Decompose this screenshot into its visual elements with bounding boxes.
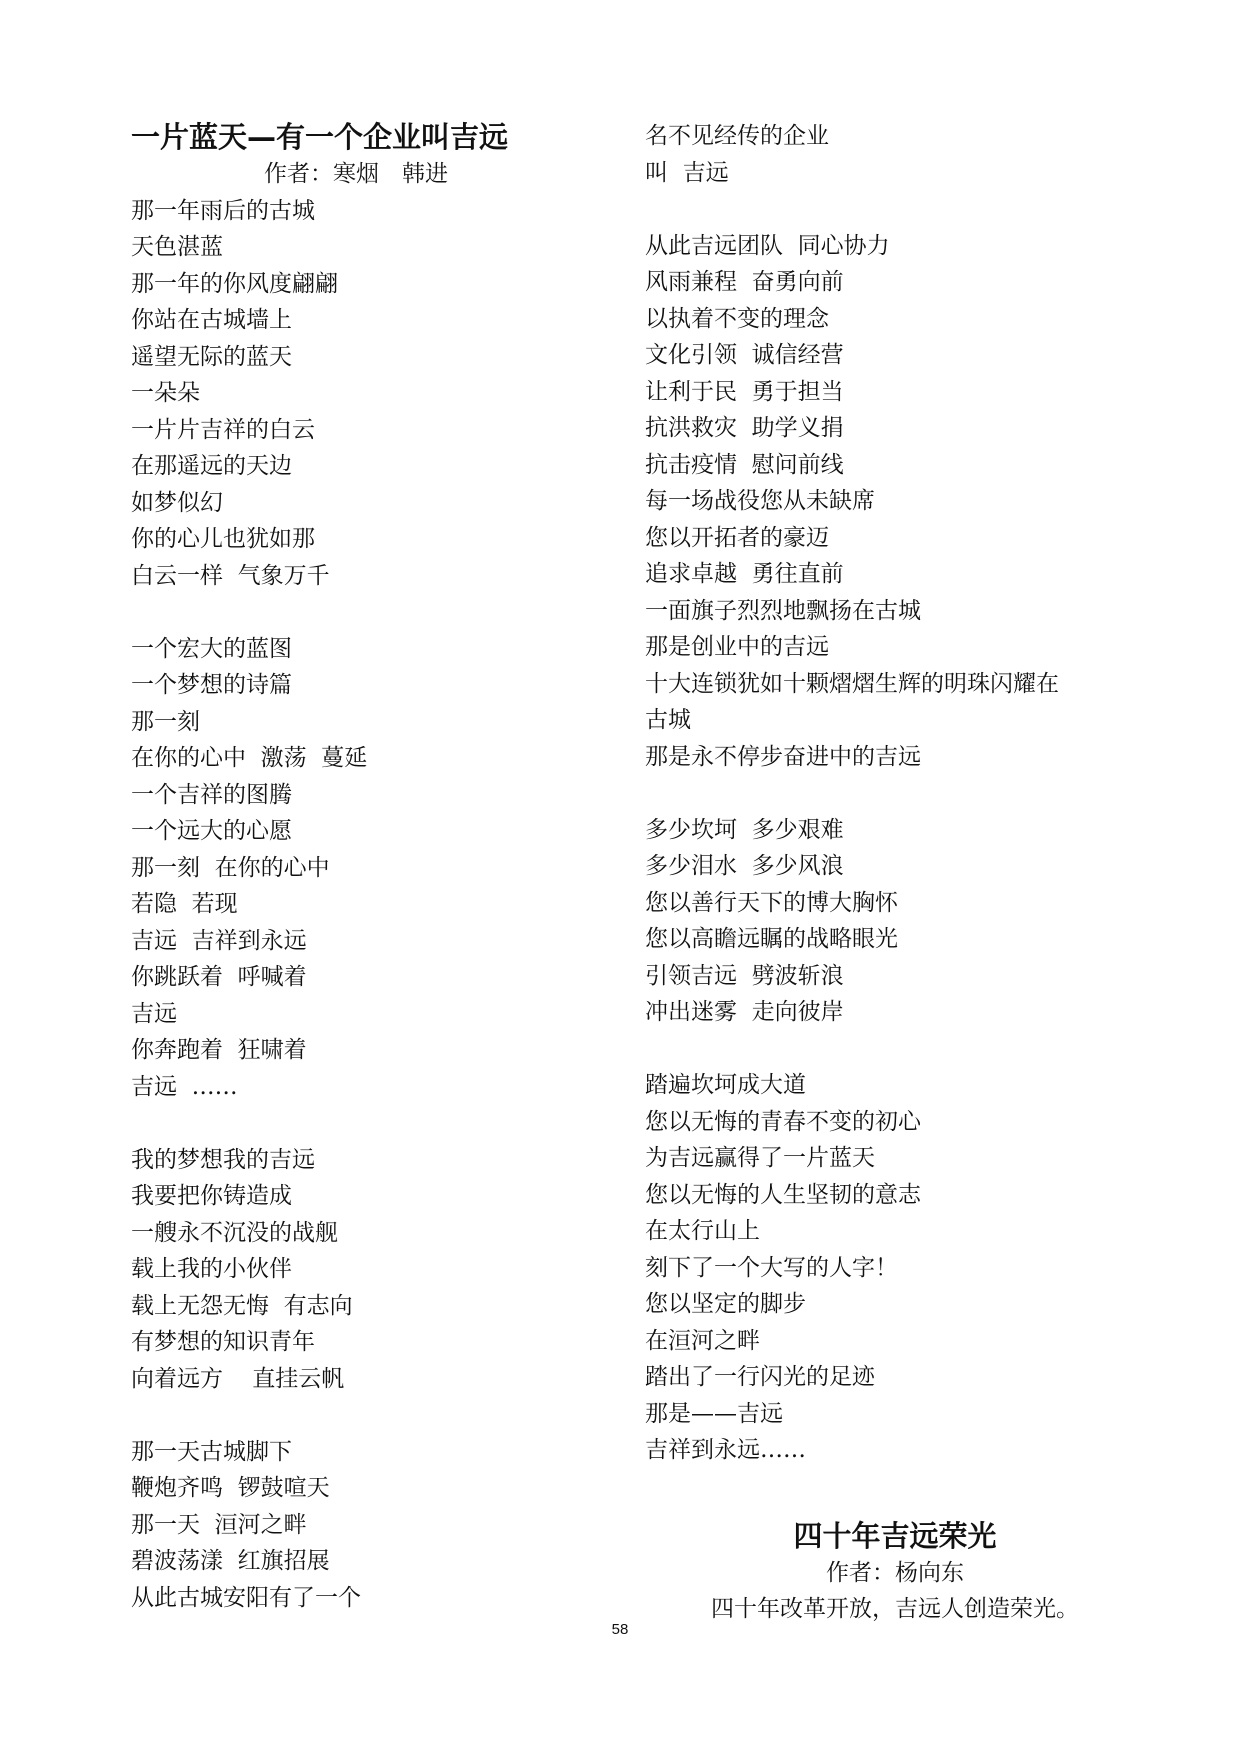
poem-line: 踏出了一行闪光的足迹	[645, 1364, 875, 1390]
poem-line: 每一场战役您从未缺席	[645, 488, 875, 514]
poem-line: 风雨兼程 奋勇向前	[645, 269, 844, 295]
page-number: 58	[611, 1621, 629, 1638]
poem-line: 碧波荡漾 红旗招展	[131, 1548, 330, 1574]
poem-line: 如梦似幻	[131, 489, 223, 516]
poem-line: 在太行山上	[645, 1218, 760, 1244]
poem-line: 在那遥远的天边	[131, 453, 292, 479]
poem-line: 吉远	[131, 1000, 177, 1027]
poem-line: 抗洪救灾 助学义捐	[645, 415, 844, 441]
stanza-break	[131, 1105, 611, 1142]
poem-line: 我要把你铸造成	[131, 1183, 292, 1209]
poem-line: 你的心儿也犹如那	[131, 526, 315, 552]
poem-line: 一个宏大的蓝图	[131, 635, 292, 662]
poem-line: 您以高瞻远瞩的战略眼光	[645, 926, 898, 952]
poem-line: 文化引领 诚信经营	[645, 342, 844, 368]
poem2	[645, 1517, 1145, 1628]
poem-line: 有梦想的知识青年	[131, 1329, 315, 1355]
poem-line: 那是——吉远	[645, 1400, 783, 1427]
poem-line: 一面旗子烈烈地飘扬在古城	[645, 597, 921, 624]
left-column	[131, 118, 611, 1616]
poem2-title: 四十年吉远荣光	[793, 1518, 997, 1553]
poem-line: 一个远大的心愿	[131, 818, 292, 844]
poem-line: 你奔跑着 狂啸着	[131, 1037, 307, 1063]
poem-line: 你跳跃着 呼喊着	[131, 964, 307, 990]
poem-line: 那一年雨后的古城	[131, 197, 315, 224]
poem-line: 让利于民 勇于担当	[645, 378, 844, 405]
poem-line: 你站在古城墙上	[131, 307, 292, 333]
poem1-title: 一片蓝天—有一个企业叫吉远	[131, 120, 509, 154]
poem-line: 追求卓越 勇往直前	[645, 561, 844, 587]
poem-line: 一艘永不沉没的战舰	[131, 1219, 338, 1246]
poem-line: 那一天 洹河之畔	[131, 1511, 307, 1538]
poem-line: 抗击疫情 慰问前线	[645, 451, 844, 478]
poem-line: 那一年的你风度翩翩	[131, 270, 338, 297]
poem-line: 吉祥到永远……	[645, 1437, 806, 1463]
poem-line: 吉远 ……	[131, 1073, 238, 1100]
poem-line: 古城	[645, 707, 691, 733]
poem-line: 一片片吉祥的白云	[131, 416, 315, 443]
poem1-left-lines	[131, 193, 611, 1617]
poem-line: 那一刻	[131, 708, 200, 735]
poem-line: 遥望无际的蓝天	[131, 343, 292, 370]
poem-line: 您以开拓者的豪迈	[645, 524, 829, 551]
poem-line: 叫 吉远	[645, 159, 729, 186]
poem-line: 那一刻 在你的心中	[131, 854, 330, 881]
stanza-break	[645, 775, 1145, 812]
poem-line: 那一天古城脚下	[131, 1438, 292, 1465]
poem-line: 引领吉远 劈波斩浪	[645, 962, 844, 989]
poem-line: 一个梦想的诗篇	[131, 672, 292, 698]
poem-line: 向着远方 直挂云帆	[131, 1365, 345, 1392]
poem-line: 从此吉远团队 同心协力	[645, 232, 890, 259]
poem-line: 四十年改革开放，吉远人创造荣光。	[711, 1596, 1079, 1622]
poem-line: 从此古城安阳有了一个	[131, 1584, 361, 1611]
poem-line: 我的梦想我的吉远	[131, 1146, 315, 1173]
poem1-right-lines	[645, 118, 1145, 1469]
poem2-author: 作者：杨向东	[826, 1559, 964, 1586]
stanza-break	[645, 191, 1145, 228]
stanza-break	[131, 594, 611, 631]
poem-line: 吉远 吉祥到永远	[131, 927, 307, 954]
stanza-break	[131, 1397, 611, 1434]
poem-line: 以执着不变的理念	[645, 305, 829, 332]
poem-line: 多少泪水 多少风浪	[645, 853, 844, 879]
poem-line: 为吉远赢得了一片蓝天	[645, 1145, 875, 1171]
poem-line: 一朵朵	[131, 380, 200, 406]
poem-line: 您以坚定的脚步	[645, 1291, 806, 1317]
poem-line: 您以无悔的人生坚韧的意志	[645, 1181, 921, 1208]
stanza-break	[645, 1031, 1145, 1068]
poem-line: 踏遍坎坷成大道	[645, 1072, 806, 1098]
poem-line: 您以善行天下的博大胸怀	[645, 889, 898, 916]
poem-line: 十大连锁犹如十颗熠熠生辉的明珠闪耀在	[645, 670, 1059, 697]
poem-line: 在你的心中 激荡 蔓延	[131, 745, 368, 771]
poem-line: 载上我的小伙伴	[131, 1256, 292, 1282]
poem-line: 载上无怨无悔 有志向	[131, 1292, 353, 1319]
poem-line: 您以无悔的青春不变的初心	[645, 1108, 921, 1135]
poem-line: 那是永不停步奋进中的吉远	[645, 743, 921, 770]
poem-line: 在洹河之畔	[645, 1327, 760, 1354]
poem-line: 名不见经传的企业	[645, 123, 829, 149]
poem-line: 多少坎坷 多少艰难	[645, 816, 844, 843]
poem-line: 一个吉祥的图腾	[131, 781, 292, 808]
poem-line: 那是创业中的吉远	[645, 634, 829, 660]
right-column	[645, 118, 1145, 1628]
poem-line: 冲出迷雾 走向彼岸	[645, 999, 844, 1025]
poem-line: 若隐 若现	[131, 891, 238, 917]
poem-line: 白云一样 气象万千	[131, 562, 330, 589]
poem-line: 刻下了一个大写的人字！	[645, 1254, 898, 1281]
poem-line: 鞭炮齐鸣 锣鼓喧天	[131, 1475, 330, 1501]
poem-line: 天色湛蓝	[131, 234, 223, 260]
poem1-author: 作者：寒烟 韩进	[264, 161, 448, 187]
